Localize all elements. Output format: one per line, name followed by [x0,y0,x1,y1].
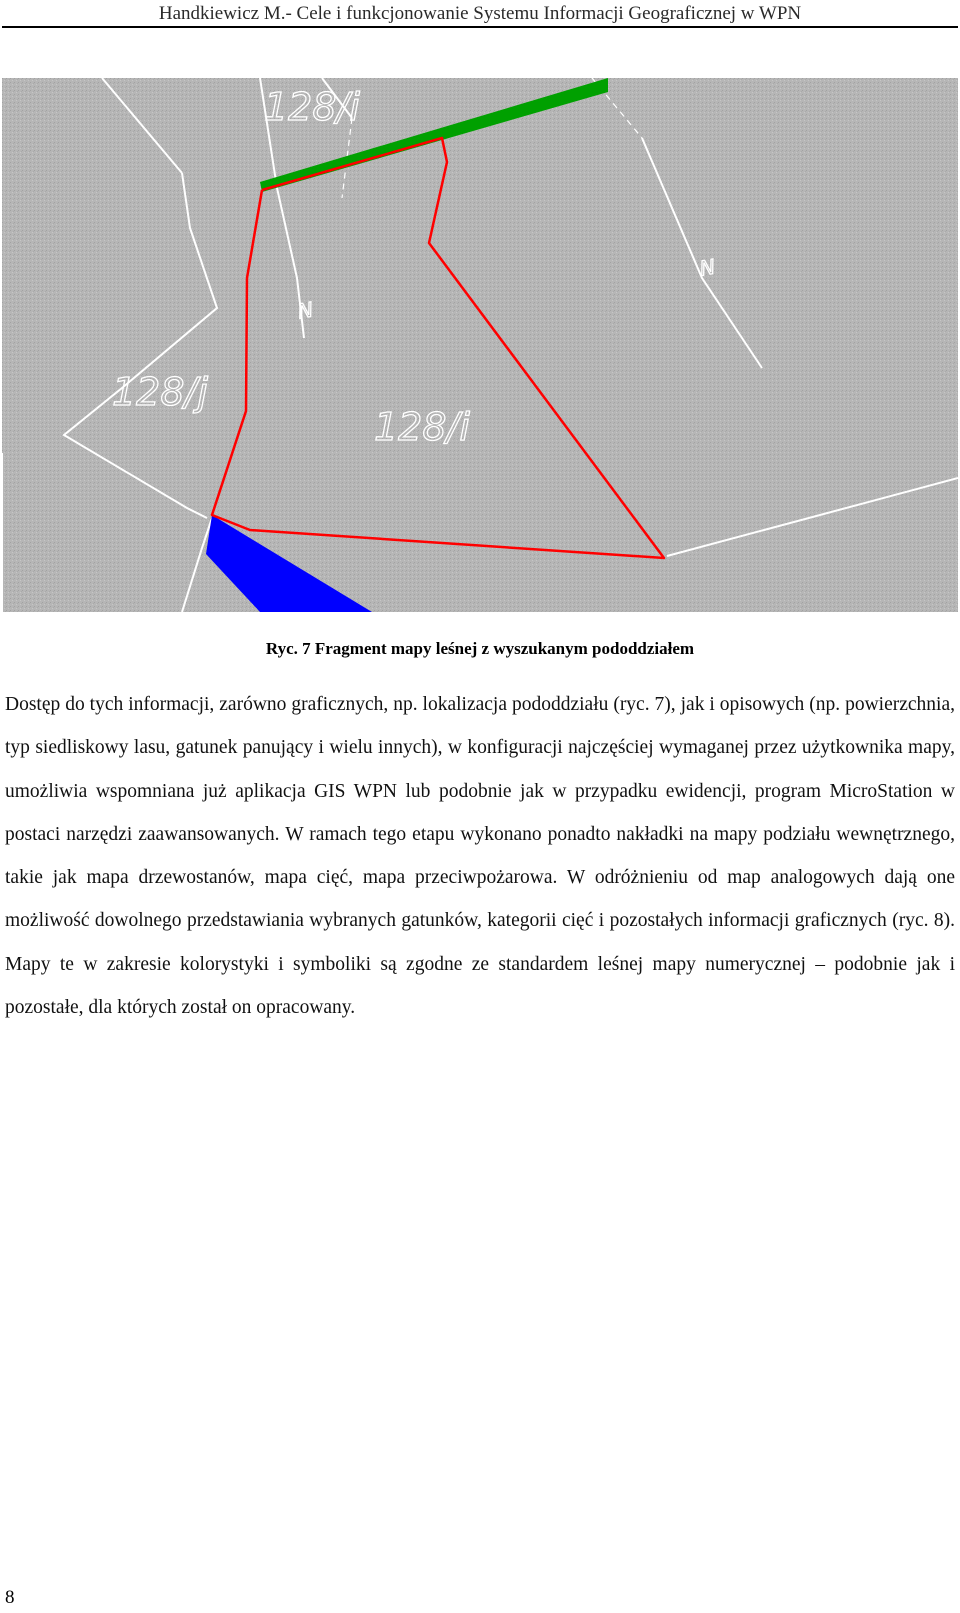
figure-caption: Ryc. 7 Fragment mapy leśnej z wyszukanym pododdziałem [265,639,695,658]
subdivision-label-left: 128/j [112,370,208,414]
running-header: Handkiewicz M.- Cele i funkcjonowanie Systemu Informacji Geograficznej w WPN [158,3,802,24]
map-background [2,78,958,612]
forest-map-svg [2,78,958,612]
body-paragraph: Dostęp do tych informacji, zarówno graficznych, np. lokalizacja pododdziału (ryc. 7), jak i opisowych (np. powierzchnia, typ siedliskowy lasu, gatunek panujący i wielu innych), w konfiguracji najczęściej wymaganej przez użytkownika mapy, umożliwia wspomniana już aplikacja GIS WPN lub podobnie jak w przypadku ewidencji, program MicroStation w postaci narzędzi zaawansowanych. W ramach tego etapu wykonano ponadto nakładki na mapy podziału wewnętrznego, takie jak mapa drzewostanów, mapa cięć, mapa przeciwpożarowa. W odróżnieniu od map analogowych dają one możliwość dowolnego przedstawiania wybranych gatunków, kategorii cięć i pozostałych informacji graficznych (ryc. 8). Mapy te w zakresie kolorystyki i symboliki są zgodne ze standardem leśnej mapy numerycznej – podobnie jak i pozostałe, dla których został on opracowany. [5,694,955,1019]
subdivision-label-top: 128/i [264,85,360,129]
subdivision-label-center: 128/i [374,405,470,449]
north-mark-right: N [697,254,717,281]
page-number: 8 [5,1587,15,1608]
forest-map-figure [2,78,958,612]
header-divider [2,26,958,28]
north-mark-left: N [295,297,315,324]
